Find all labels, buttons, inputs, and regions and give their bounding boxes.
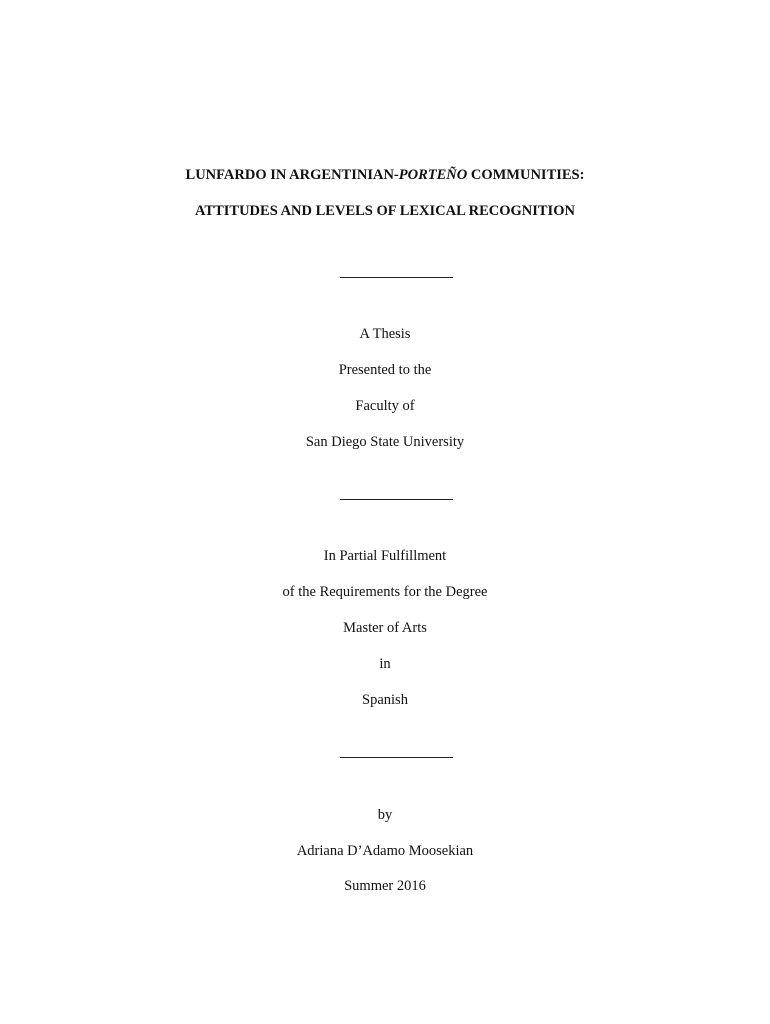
submission-date: Summer 2016 bbox=[344, 878, 426, 894]
by-text: by bbox=[377, 807, 393, 823]
degree-name: Master of Arts bbox=[343, 620, 427, 636]
in-text: in bbox=[379, 656, 391, 672]
requirements-text: of the Requirements for the Degree bbox=[282, 584, 488, 600]
title-part-2: COMMUNITIES: bbox=[467, 167, 585, 183]
separator-rule-3 bbox=[340, 757, 453, 758]
title-part-1: LUNFARDO IN ARGENTINIAN- bbox=[185, 167, 399, 183]
separator-rule-1 bbox=[340, 277, 453, 278]
author-name: Adriana D’Adamo Moosekian bbox=[296, 843, 474, 859]
thesis-title-line-2: ATTITUDES AND LEVELS OF LEXICAL RECOGNITION bbox=[195, 203, 575, 219]
presented-to-text: Presented to the bbox=[338, 362, 432, 378]
faculty-of-text: Faculty of bbox=[355, 398, 415, 414]
thesis-label: A Thesis bbox=[359, 326, 411, 342]
university-name: San Diego State University bbox=[305, 434, 465, 450]
thesis-title-line-1 bbox=[0, 166, 770, 184]
partial-fulfillment-text: In Partial Fulfillment bbox=[323, 548, 447, 564]
separator-rule-2 bbox=[340, 499, 453, 500]
title-italic-word: PORTEÑO bbox=[398, 167, 468, 183]
field-of-study: Spanish bbox=[362, 692, 408, 708]
